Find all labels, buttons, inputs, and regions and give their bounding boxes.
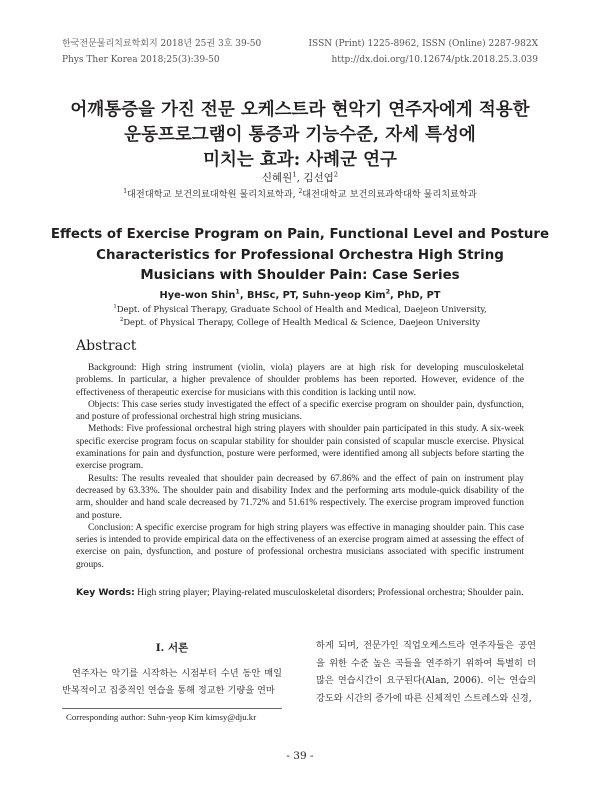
body-column-right — [316, 637, 536, 707]
abstract-background: Background: High string instrument (violin, viola) players are at high risk for developing musculoskeletal problems. In particular, a higher prevalence of shoulder problems has been reported. However, evidence of the effectiveness of therapeutic exercise for musicians with this condition is lacking until now. — [76, 363, 524, 398]
body-paragraph: 연주자는 악기를 시작하는 시점부터 수년 동안 매일 반복적이고 집중적인 연습을 통해 정교한 기량을 연마 — [62, 667, 282, 696]
english-affiliations — [0, 303, 600, 329]
english-title — [0, 225, 600, 287]
journal-header-issn — [309, 36, 539, 68]
abstract-results: Results: The results revealed that shoulder pain decreased by 67.86% and the effect of pain on instrument play decreased by 63.33%. The shoulder pain and disability Index and the performing arts module-quick disability of the arm, shoulder and hand scale decreased by 71.72% and 51.61% respectively. The exercise program improved function and posture. — [76, 473, 524, 521]
issn-line: ISSN (Print) 1225-8962, ISSN (Online) 2287-982X — [308, 39, 538, 49]
section-heading: Ⅰ. 서론 — [155, 642, 189, 654]
korean-affiliations: $^1$대전대학교 보건의료대학원 물리치료학과, $^2$대전대학교 보건의료과학대학 물리치료학과 — [123, 187, 477, 200]
body-paragraph: 하게 되며, 전문가인 직업오케스트라 연주자들은 공연을 위한 수준 높은 곡들을 연주하기 위하여 특별히 더 많은 연습시간이 요구된다(Alan, 2006). 이는 연습의 강도와 시간의 증가에 따른 신체적인 스트레스와 신경, — [316, 640, 536, 704]
keywords-text: High string player; Playing-related musculoskeletal disorders; Professional orchestra; Shoulder pain. — [137, 587, 524, 598]
keywords — [76, 586, 524, 599]
page-number: - 39 - — [286, 750, 314, 762]
journal-header-line: Phys Ther Korea 2018;25(3):39-50 — [62, 55, 220, 65]
author-name: 신혜원 — [261, 172, 293, 184]
author-name: 김선엽 — [303, 172, 334, 184]
doi-line: http://dx.doi.org/10.12674/ptk.2018.25.3.039 — [331, 55, 538, 65]
korean-title-line: 운동프로그램이 통증과 기능수준, 자세 특성에 — [124, 125, 476, 145]
journal-header-line: 한국전문물리치료학회지 2018년 25권 3호 39-50 — [62, 39, 262, 49]
english-title-line: Characteristics for Professional Orchestra High String — [96, 247, 504, 263]
affiliation-line: $^2$Dept. of Physical Therapy, College of Health Medical & Science, Daejeon University — [119, 317, 481, 327]
abstract-conclusion: Conclusion: A specific exercise program for high string players was effective in managing shoulder pain. This case series is intended to provide empirical data on the effectiveness of an exercise program aimed at assessing the effect of exercise on pain, dysfunction, and posture of professional orchestra musicians associated with specific instrument groups. — [76, 522, 524, 570]
korean-title — [0, 98, 600, 173]
korean-authors: 신혜원$^1$, 김선엽$^2$ — [261, 170, 339, 184]
body-column-left — [62, 640, 282, 700]
keywords-label: Key Words: — [76, 587, 135, 598]
affiliation-line: $^1$Dept. of Physical Therapy, Graduate School of Health and Medical, Daejeon University, — [113, 304, 487, 314]
english-authors: Hye-won Shin$^1$, BHSc, PT, Suhn-yeop Kim$^2$, PhD, PT — [159, 287, 441, 301]
english-title-line: Effects of Exercise Program on Pain, Functional Level and Posture — [50, 227, 550, 242]
footnote-divider — [62, 708, 282, 709]
abstract-objects: Objects: This case series study investigated the effect of a specific exercise program on shoulder pain, dysfunction, and posture of professional orchestral high string musicians. — [76, 399, 524, 423]
journal-header-korean — [62, 36, 261, 68]
abstract-heading: Abstract — [76, 338, 137, 354]
korean-title-line: 미치는 효과: 사례군 연구 — [203, 150, 397, 170]
abstract-methods: Methods: Five professional orchestral high string players with shoulder pain participated in this study. A six-week specific exercise program focus on scapular stability for shoulder pain consisted of scapular muscle exercise. Physical examinations for pain and dysfunction, posture were performed, were identified among all subjects before starting the exercise program. — [76, 424, 524, 472]
abstract-body — [76, 362, 524, 571]
korean-title-line: 어깨통증을 가진 전문 오케스트라 현악기 연주자에게 적용한 — [70, 100, 530, 120]
corresponding-author-footnote: Corresponding author: Suhn-yeop Kim kimsy@dju.kr — [66, 712, 257, 722]
english-title-line: Musicians with Shoulder Pain: Case Series — [140, 268, 460, 283]
